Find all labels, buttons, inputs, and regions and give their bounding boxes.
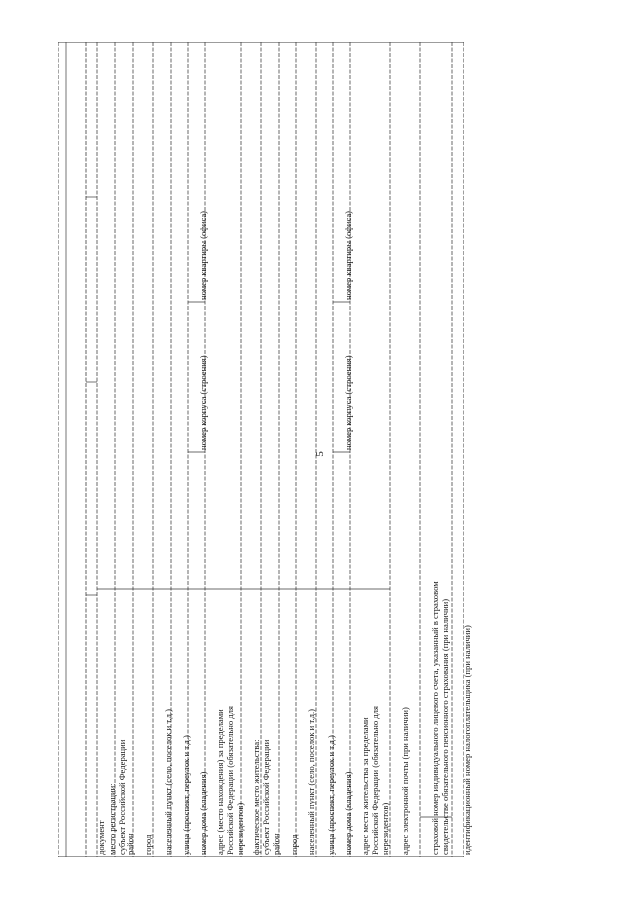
field-label-abroad-residence: адрес места жительства за пределами [360,717,370,855]
field-label-reg-building: номер корпуса (строения) [198,355,208,450]
field-label-actual: субъект Российской Федерации [261,739,271,855]
field-label-abroad-location: адрес (место нахождения) за пределами [215,709,225,855]
page-number: 5 [314,451,326,457]
field-label-reg: субъект Российской Федерации [117,739,127,855]
field-label-act-building: номер корпуса (строения) [343,355,353,450]
field-label-act-apartment: номер квартиры (офиса) [343,210,353,300]
field-label-act-settlement: населенный пункт (село, поселок и т.д.) [306,708,316,855]
field-label-document: документ [96,820,106,855]
field-label-reg-street: улица (проспект, переулок и т.д.) [181,735,191,855]
field-label-abroad-location: Российской Федерации (обязательно для [225,706,235,855]
field-label-reg: место регистрации: [107,783,117,855]
field-label-actual: фактическое место жительства: [251,739,261,855]
field-label-abroad-location: нерезидентов) [235,802,245,855]
field-label-act-house: номер дома (владения) [343,771,353,855]
field-label-reg-district: район [125,833,135,855]
field-label-snils: страховой номер индивидуального лицевого счета, указанный в страховом [430,581,440,855]
field-label-reg-apartment: номер квартиры (офиса) [198,210,208,300]
field-label-act-city: город [289,834,299,855]
field-label-abroad-residence: Российской Федерации (обязательно для [370,706,380,855]
field-label-reg-house: номер дома (владения) [198,771,208,855]
field-label-reg-settlement: населенный пункт (село, поселок и т.д.) [163,708,173,855]
field-label-inn: идентификационный номер налогоплательщика (при наличии) [462,625,472,855]
field-label-email: адрес электронной почты (при наличии) [400,707,410,855]
field-label-act-district: район [271,833,281,855]
field-label-reg-city: город [143,834,153,855]
field-label-abroad-residence: нерезидентов) [380,802,390,855]
field-label-snils: свидетельстве обязательного пенсионного страхования (при наличии) [440,598,450,855]
registration-address-form [58,42,472,857]
field-label-act-street: улица (проспект, переулок и т.д.) [326,735,336,855]
